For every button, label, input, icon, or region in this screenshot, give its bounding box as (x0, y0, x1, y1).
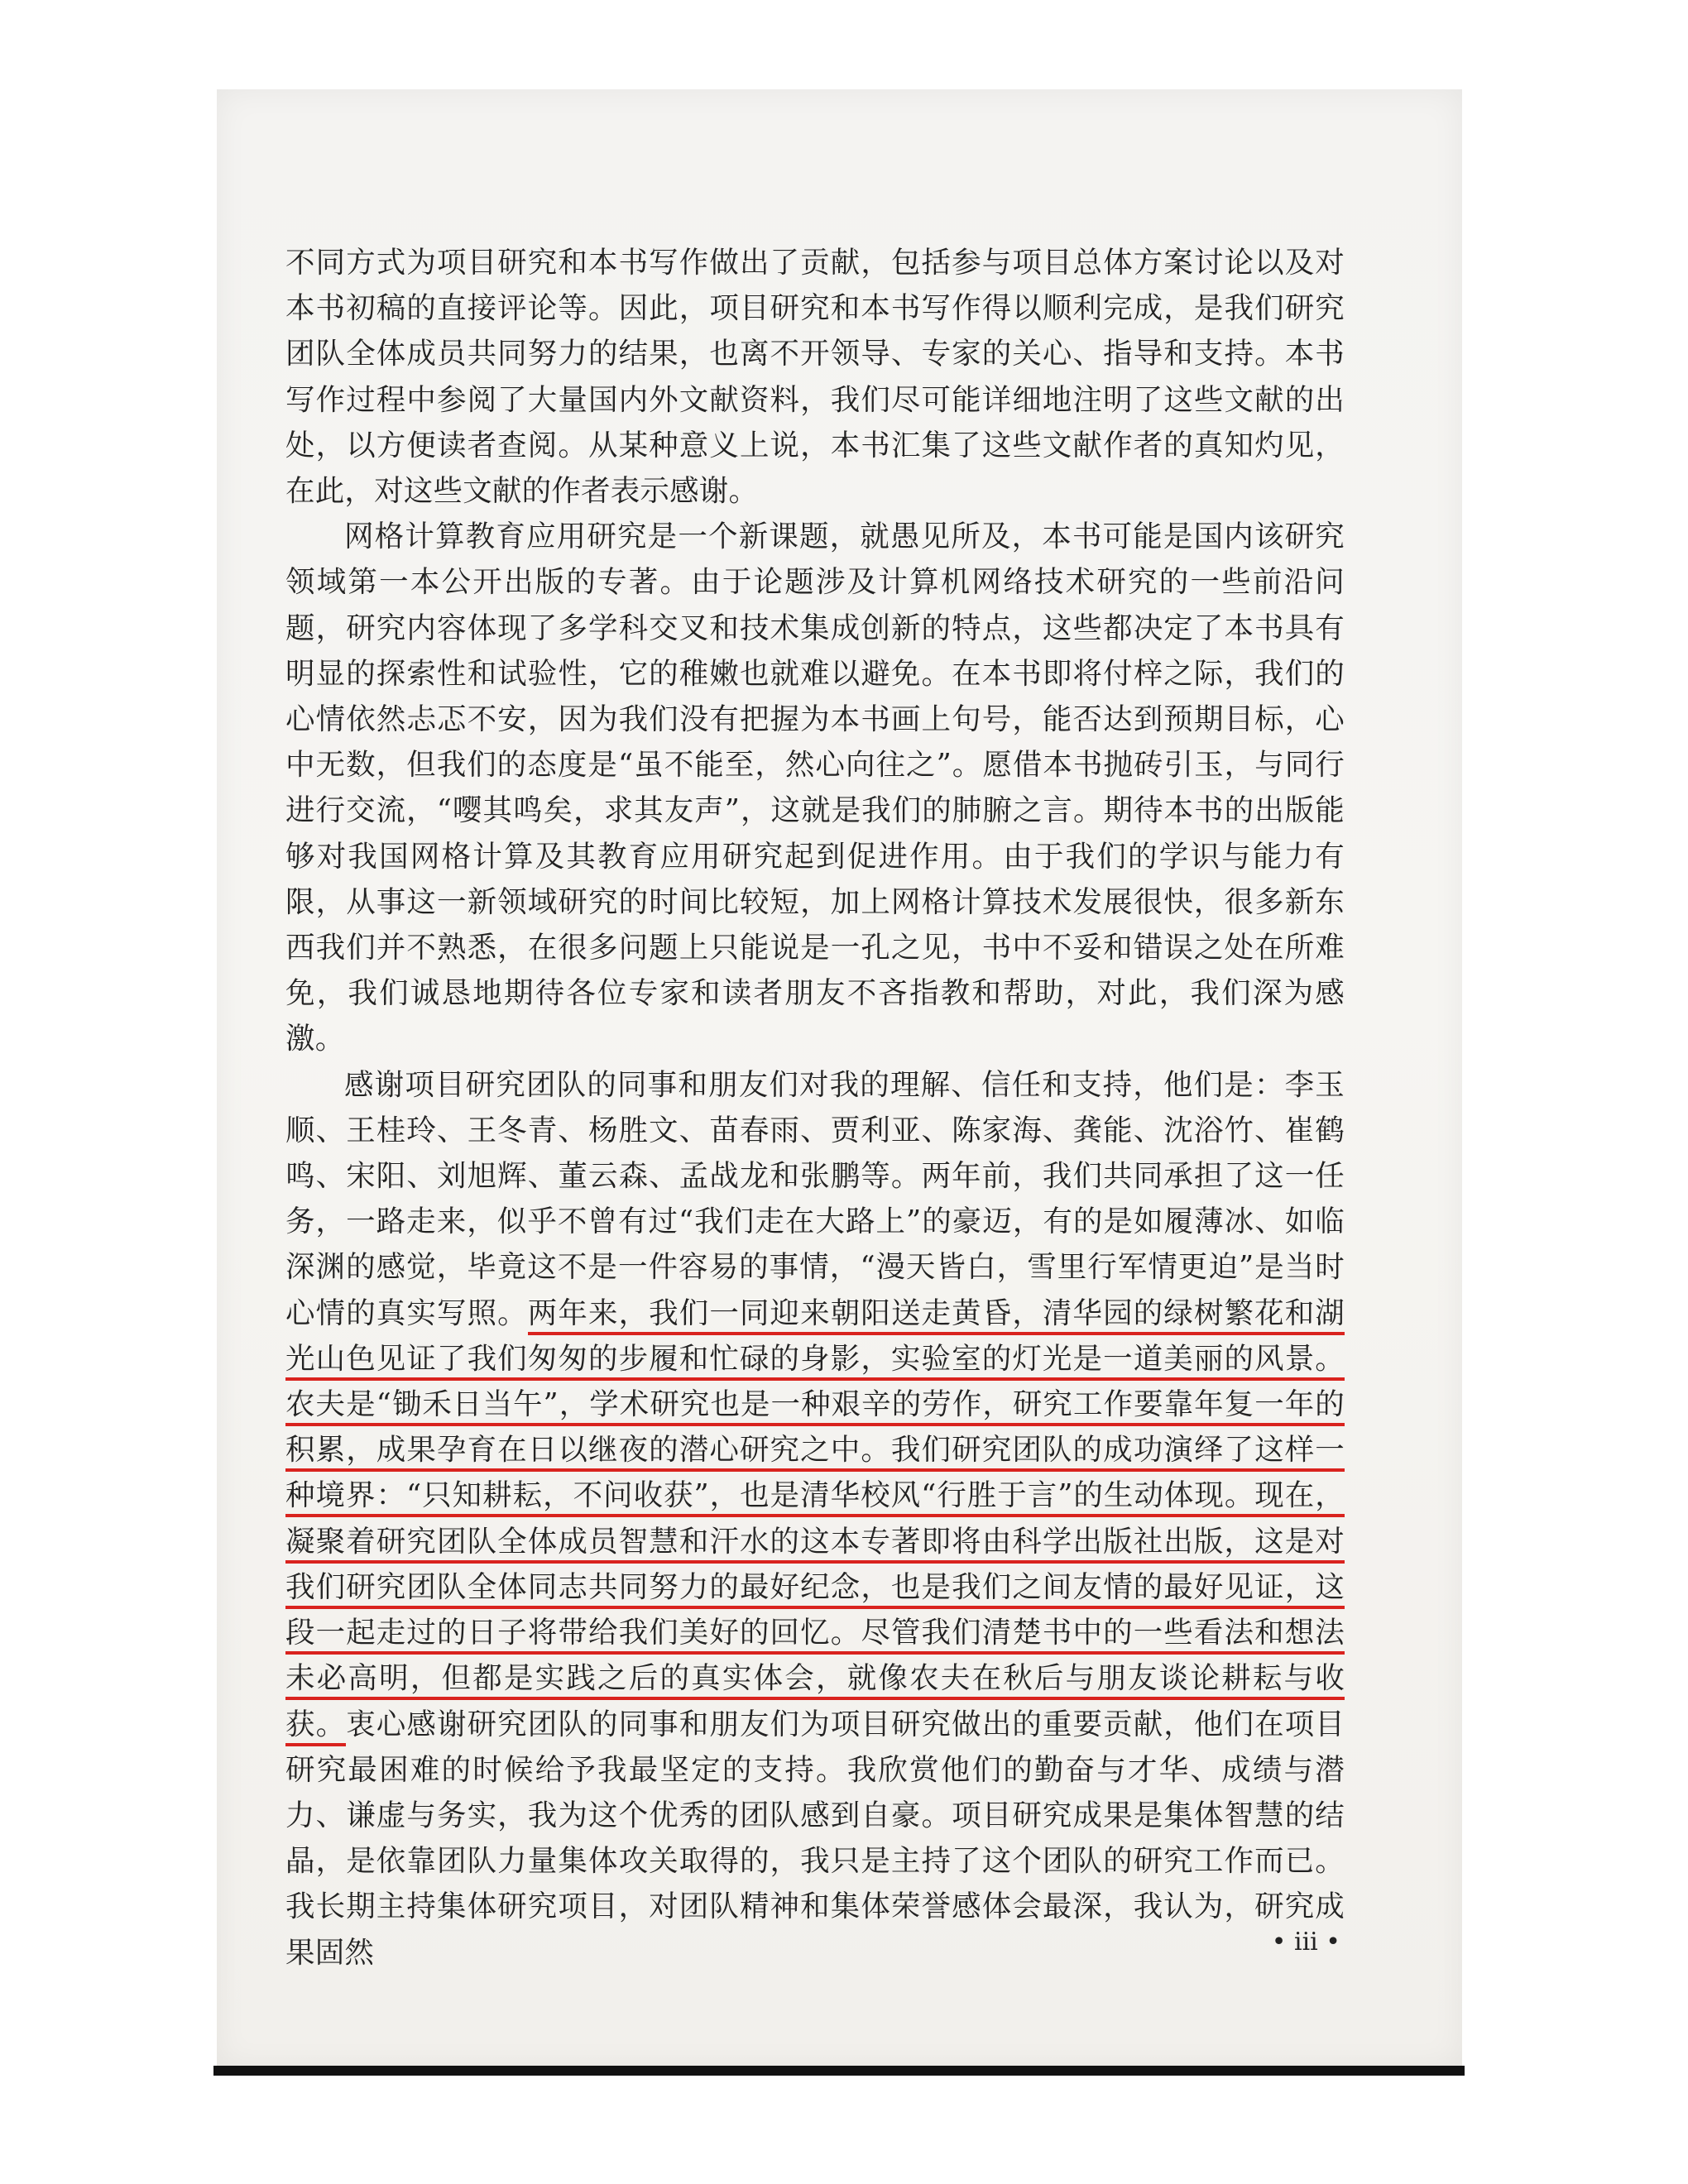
page-bottom-edge (213, 2066, 1465, 2076)
paragraph-3 (285, 1062, 1345, 1976)
page-number: • iii • (1271, 1928, 1340, 1956)
highlighted-passage: 两年来，我们一同迎来朝阳送走黄昏，清华园的绿树繁花和湖光山色见证了我们匆匆的步履和忙碌的身影，实验室的灯光是一道美丽的风景。农夫是“锄禾日当午”，学术研究也是一种艰辛的劳作，研究工作要靠年复一年的积累，成果孕育在日以继夜的潜心研究之中。我们研究团队的成功演绎了这样一种境界：“只知耕耘，不问收获”，也是清华校风“行胜于言”的生动体现。现在，凝聚着研究团队全体成员智慧和汗水的这本专著即将由科学出版社出版，这是对我们研究团队全体同志共同努力的最好纪念，也是我们之间友情的最好见证，这段一起走过的日子将带给我们美好的回忆。尽管我们清楚书中的一些看法和想法未必高明，但都是实践之后的真实体会，就像农夫在秋后与朋友谈论耕耘与收获。 (285, 1296, 1345, 1746)
paragraph-2 (285, 514, 1345, 1061)
paragraph-3-continuation: 衷心感谢研究团队的同事和朋友们为项目研究做出的重要贡献，他们在项目研究最困难的时候给予我最坚定的支持。我欣赏他们的勤奋与才华、成绩与潜力、谦虚与务实，我为这个优秀的团队感到自豪。项目研究成果是集体智慧的结晶，是依靠团队力量集体攻关取得的，我只是主持了这个团队的研究工作而已。我长期主持集体研究项目，对团队精神和集体荣誉感体会最深，我认为，研究成果固然 (285, 1707, 1345, 1970)
page-text-block (285, 240, 1345, 1976)
paragraph-1-text: 不同方式为项目研究和本书写作做出了贡献，包括参与项目总体方案讨论以及对本书初稿的直接评论等。因此，项目研究和本书写作得以顺利完成，是我们研究团队全体成员共同努力的结果，也离不开领导、专家的关心、指导和支持。本书写作过程中参阅了大量国内外文献资料，我们尽可能详细地注明了这些文献的出处，以方便读者查阅。从某种意义上说，本书汇集了这些文献作者的真知灼见，在此，对这些文献的作者表示感谢。 (285, 246, 1345, 509)
paragraph-2-text: 网格计算教育应用研究是一个新课题，就愚见所及，本书可能是国内该研究领域第一本公开出版的专著。由于论题涉及计算机网络技术研究的一些前沿问题，研究内容体现了多学科交叉和技术集成创新的特点，这些都决定了本书具有明显的探索性和试验性，它的稚嫩也就难以避免。在本书即将付梓之际，我们的心情依然忐忑不安，因为我们没有把握为本书画上句号，能否达到预期目标，心中无数，但我们的态度是“虽不能至，然心向往之”。愿借本书抛砖引玉，与同行进行交流，“嘤其鸣矣，求其友声”，这就是我们的肺腑之言。期待本书的出版能够对我国网格计算及其教育应用研究起到促进作用。由于我们的学识与能力有限，从事这一新领域研究的时间比较短，加上网格计算技术发展很快，很多新东西我们并不熟悉，在很多问题上只能说是一孔之见，书中不妥和错误之处在所难免，我们诚恳地期待各位专家和读者朋友不吝指教和帮助，对此，我们深为感激。 (285, 520, 1345, 1056)
paragraph-3-text: 感谢项目研究团队的同事和朋友们对我的理解、信任和支持，他们是：李玉顺、王桂玲、王冬青、杨胜文、苗春雨、贾利亚、陈家海、龚能、沈浴竹、崔鹤鸣、宋阳、刘旭辉、董云森、孟战龙和张鹏等。两年前，我们共同承担了这一任务，一路走来，似乎不曾有过“我们走在大路上”的豪迈，有的是如履薄冰、如临深渊的感觉，毕竟这不是一件容易的事情，“漫天皆白，雪里行军情更迫”是当时心情的真实写照。 (285, 1067, 1345, 1330)
paragraph-1 (285, 240, 1345, 514)
